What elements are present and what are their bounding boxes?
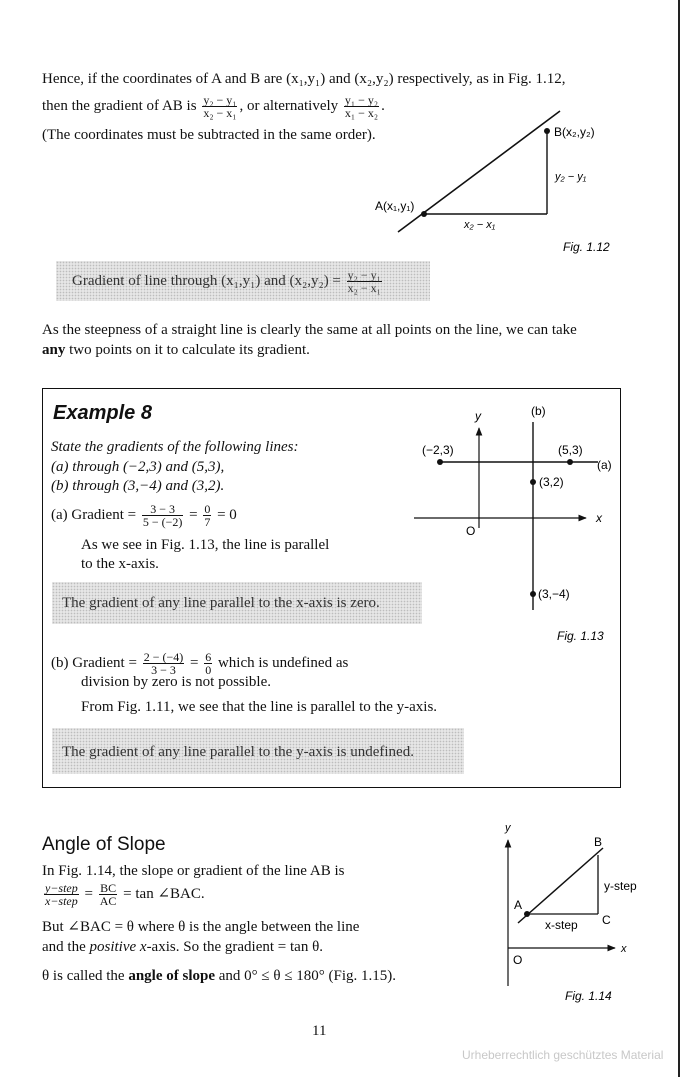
label-origin: O [466, 524, 476, 538]
fig-caption: Fig. 1.14 [565, 989, 612, 1003]
label-dx: x₂ − x₁ [464, 219, 496, 231]
note-undefined: The gradient of any line parallel to the y-axis is undefined. [62, 744, 414, 760]
watermark: Urheberrechtlich geschütztes Material [462, 1048, 664, 1062]
figure-1-12 [360, 108, 650, 263]
label-point-4: (3,−4) [538, 587, 570, 601]
solution-a-text-2: to the x-axis. [81, 556, 159, 572]
fraction: $\frac{\text{y₁ − y₂}}{\text{x₁ − x₂}}$ [344, 93, 379, 120]
label-x: x [596, 511, 602, 525]
point-3-2 [530, 479, 536, 485]
slope-formula: $\frac{\text{y−step}}{\text{x−step}}$ = $\frac{BC}{AC}$ = tan ∠BAC. [45, 881, 205, 908]
label-b: B(x₂,y₂) [554, 125, 595, 139]
label-point-2: (5,3) [558, 443, 583, 457]
solution-b-text-2: division by zero is not possible. [81, 674, 271, 690]
example-part-a: (a) through (−2,3) and (5,3), [51, 459, 225, 475]
point-3-minus4 [530, 591, 536, 597]
fig-caption: Fig. 1.13 [557, 629, 604, 643]
fraction: $\frac{2 - (-4)}{3 - 3}$ [143, 650, 184, 677]
label-c: C [602, 913, 611, 927]
page-number: 11 [312, 1023, 327, 1039]
label-a: A(x₁,y₁) [375, 199, 415, 213]
label-a: A [514, 898, 523, 912]
intro-line-2: then the gradient of AB is $\frac{\text{y₂ − y₁}}{\text{x₂ − x₁}}$ , or alternatively $\frac{\text{y₁ − y₂}}{\text{x₁ − x₂}}$ . [42, 93, 385, 120]
note-zero-box [52, 582, 422, 624]
solution-b-gradient: (b) Gradient = $\frac{2 - (-4)}{3 - 3}$ = $\frac{6}{0}$ which is undefined as [51, 650, 349, 677]
label-x: x [621, 943, 627, 955]
slope-line-1: In Fig. 1.14, the slope or gradient of the line AB is [42, 863, 345, 879]
fraction: $\frac{\text{y₂ − y₁}}{\text{x₂ − x₁}}$ [203, 93, 237, 120]
example-part-b: (b) through (3,−4) and (3,2). [51, 478, 225, 494]
label-dy: y₂ − y₁ [555, 171, 587, 183]
label-y-step: y-step [604, 879, 637, 893]
label-point-1: (−2,3) [422, 443, 454, 457]
label-a: (a) [597, 458, 612, 472]
intro-line-1: Hence, if the coordinates of A and B are (x₁,y₁) and (x₂,y₂) respectively, as in Fig. 1.12, [42, 71, 566, 87]
label-b: B [594, 835, 603, 849]
gradient-formula-box: Gradient of line through (x₁,y₁) and (x₂,y₂) = $\frac{\text{y₂ − y₁}}{\text{x₂ − x₁}}$ [56, 261, 430, 301]
fraction: $\frac{\text{y₂ − y₁}}{\text{x₂ − x₁}}$ [347, 268, 381, 295]
label-x-step: x-step [545, 918, 578, 932]
label-point-3: (3,2) [539, 475, 564, 489]
solution-a-gradient: (a) Gradient = $\frac{3 - 3}{5 - (-2)}$ = $\frac{0}{7}$ = 0 [51, 502, 237, 529]
label-y: y [505, 822, 511, 834]
label-b: (b) [531, 404, 546, 418]
fraction: $\frac{0}{7}$ [204, 502, 211, 529]
note-undefined-box [52, 728, 464, 774]
slope-line-5: θ is called the angle of slope and 0° ≤ θ ≤ 180° (Fig. 1.15). [42, 968, 397, 984]
label-origin: O [513, 953, 523, 967]
intro-line-3: (The coordinates must be subtracted in the same order). [42, 127, 376, 143]
page-edge [678, 0, 680, 1077]
point-5-3 [567, 459, 573, 465]
slope-line-3: But ∠BAC = θ where θ is the angle between the line [42, 919, 360, 935]
point-minus2-3 [437, 459, 443, 465]
solution-a-text-1: As we see in Fig. 1.13, the line is parallel [81, 537, 330, 553]
label-y: y [475, 409, 481, 423]
point-a [524, 911, 530, 917]
section-heading: Angle of Slope [42, 834, 166, 855]
example-title: Example 8 [53, 402, 152, 424]
note-zero: The gradient of any line parallel to the x-axis is zero. [62, 595, 380, 611]
point-b [544, 128, 550, 134]
example-prompt: State the gradients of the following lines: [51, 439, 299, 455]
fig-caption: Fig. 1.12 [563, 240, 610, 254]
fraction: $\frac{\text{y−step}}{\text{x−step}}$ [45, 881, 78, 908]
point-a [421, 211, 427, 217]
slope-line-4: and the positive x-axis. So the gradient = tan θ. [42, 939, 324, 955]
solution-b-text-3: From Fig. 1.11, we see that the line is parallel to the y-axis. [81, 699, 438, 715]
paragraph-steepness: As the steepness of a straight line is clearly the same at all points on the line, we can take any two points on it to calculate its gradient. [42, 322, 577, 358]
fraction: $\frac{3 - 3}{5 - (-2)}$ [142, 502, 183, 529]
line-ab [518, 848, 603, 923]
figure-1-14 [495, 818, 655, 1008]
fraction: $\frac{BC}{AC}$ [99, 881, 117, 908]
figure-1-13 [410, 398, 620, 648]
fraction: $\frac{6}{0}$ [205, 650, 212, 677]
